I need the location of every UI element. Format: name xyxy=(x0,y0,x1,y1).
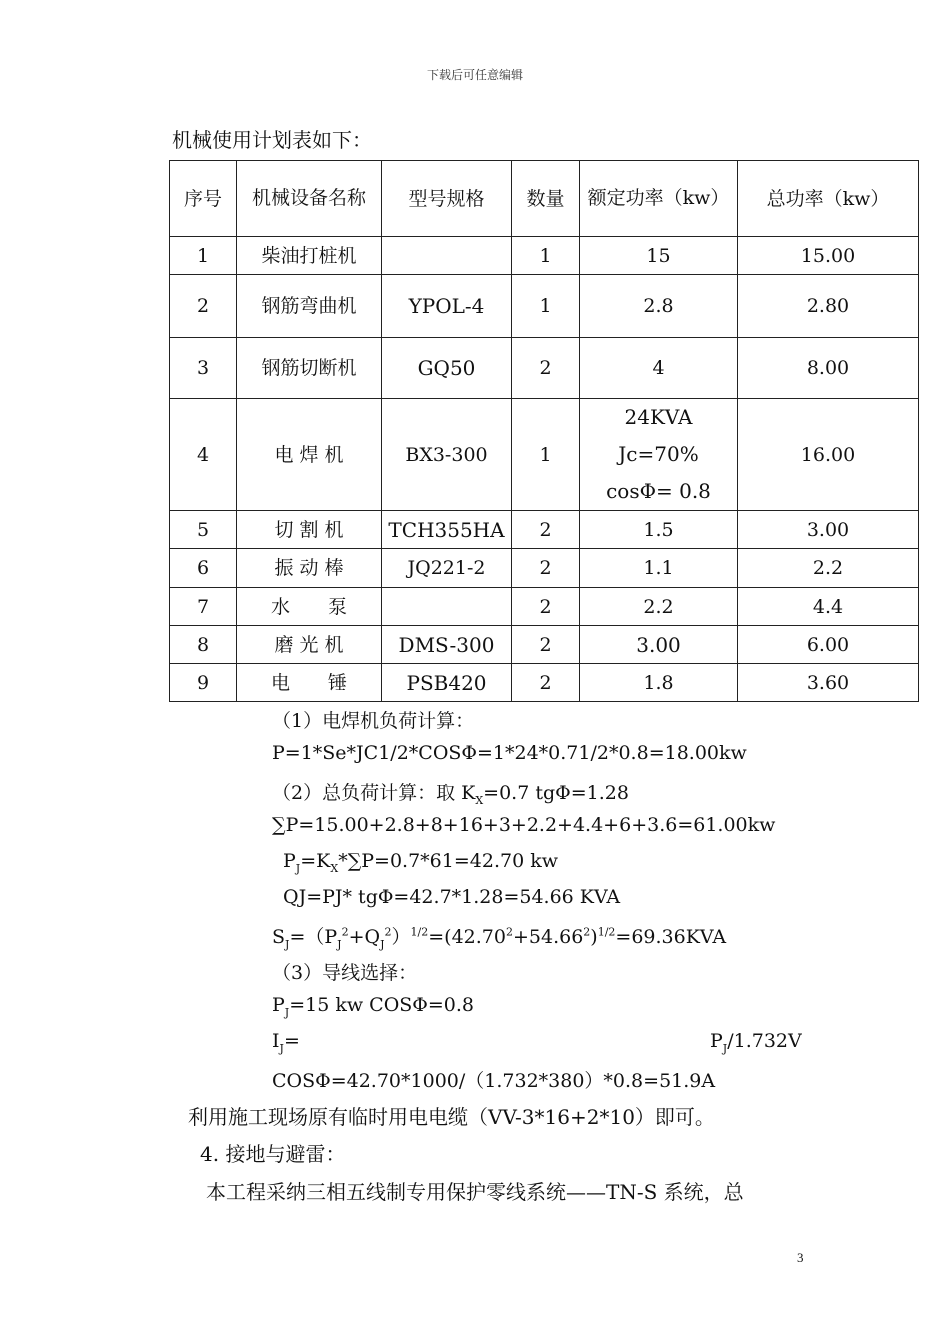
cell-rated: 4 xyxy=(580,338,738,399)
pj-formula: $P_J=K_X*\sum P=0.7*61=42.70$ kw xyxy=(283,850,558,875)
cell-name: 钢筋切断机 xyxy=(237,338,382,399)
cell-rated: 15 xyxy=(580,237,738,275)
cell-qty: 1 xyxy=(512,399,580,511)
cell-no: 6 xyxy=(170,549,237,588)
col-header-total-power: 总功率（kw） xyxy=(738,161,919,237)
cell-model: TCH355HA xyxy=(382,511,512,549)
cell-model xyxy=(382,588,512,626)
cell-total: 15.00 xyxy=(738,237,919,275)
table-row xyxy=(170,275,919,338)
cell-rated: 3.00 xyxy=(580,626,738,664)
sum-power-formula: ∑P=15.00+2.8+8+16+3+2.2+4.4+6+3.6=61.00kw xyxy=(272,814,776,836)
cell-total: 3.00 xyxy=(738,511,919,549)
cell-no: 2 xyxy=(170,275,237,338)
cell-no: 8 xyxy=(170,626,237,664)
section-2-title: （2）总负荷计算：取 $K_X=0.7$ tgΦ=1.28 xyxy=(272,782,629,807)
cell-model: JQ221-2 xyxy=(382,549,512,588)
cell-no: 9 xyxy=(170,664,237,702)
cell-no: 5 xyxy=(170,511,237,549)
cell-name: 电 锤 xyxy=(237,664,382,702)
table-header-row xyxy=(170,161,919,237)
cell-qty: 2 xyxy=(512,549,580,588)
section-3-title: （3）导线选择： xyxy=(272,962,418,984)
table-row xyxy=(170,626,919,664)
cell-no: 3 xyxy=(170,338,237,399)
cell-name: 电 焊 机 xyxy=(237,399,382,511)
col-header-name: 机械设备名称 xyxy=(237,161,382,237)
welder-load-formula: P=1*Se*JC1/2*COSΦ=1*24*0.71/2*0.8=18.00kw xyxy=(272,742,747,764)
page-header-note: 下载后可任意编辑 xyxy=(426,68,523,82)
cell-model: BX3-300 xyxy=(382,399,512,511)
cell-qty: 2 xyxy=(512,338,580,399)
cell-total: 4.4 xyxy=(738,588,919,626)
machinery-table xyxy=(169,160,919,702)
col-header-no: 序号 xyxy=(170,161,237,237)
cell-model: DMS-300 xyxy=(382,626,512,664)
cell-rated: 1.8 xyxy=(580,664,738,702)
cell-name: 水 泵 xyxy=(237,588,382,626)
cell-total: 2.2 xyxy=(738,549,919,588)
cell-rated: 2.2 xyxy=(580,588,738,626)
cell-name: 切 割 机 xyxy=(237,511,382,549)
grounding-paragraph: 本工程采纳三相五线制专用保护零线系统——TN-S 系统，总 xyxy=(206,1180,744,1204)
table-intro: 机械使用计划表如下： xyxy=(172,128,372,152)
cell-no: 7 xyxy=(170,588,237,626)
cell-model: YPOL-4 xyxy=(382,275,512,338)
table-row xyxy=(170,588,919,626)
qj-formula: QJ=PJ* tgΦ=42.7*1.28=54.66 KVA xyxy=(283,886,621,908)
cell-name: 磨 光 机 xyxy=(237,626,382,664)
table-row xyxy=(170,549,919,588)
cell-total: 2.80 xyxy=(738,275,919,338)
cell-model: PSB420 xyxy=(382,664,512,702)
table-row xyxy=(170,511,919,549)
cell-total: 8.00 xyxy=(738,338,919,399)
cell-total: 3.60 xyxy=(738,664,919,702)
col-header-qty: 数量 xyxy=(512,161,580,237)
cell-no: 1 xyxy=(170,237,237,275)
table-row xyxy=(170,399,919,511)
cell-rated: 24KVA Jc=70% cosΦ= 0.8 xyxy=(580,399,738,511)
cell-name: 钢筋弯曲机 xyxy=(237,275,382,338)
cell-rated: 1.5 xyxy=(580,511,738,549)
table-row xyxy=(170,664,919,702)
table-row xyxy=(170,237,919,275)
table-row xyxy=(170,338,919,399)
cell-total: 6.00 xyxy=(738,626,919,664)
section-1-title: （1）电焊机负荷计算： xyxy=(272,710,475,732)
cell-rated: 1.1 xyxy=(580,549,738,588)
cell-model xyxy=(382,237,512,275)
col-header-rated-power: 额定功率（kw） xyxy=(580,161,738,237)
cell-qty: 2 xyxy=(512,511,580,549)
col-header-model: 型号规格 xyxy=(382,161,512,237)
cell-model: GQ50 xyxy=(382,338,512,399)
cell-name: 振 动 棒 xyxy=(237,549,382,588)
cell-name: 柴油打桩机 xyxy=(237,237,382,275)
cell-qty: 2 xyxy=(512,588,580,626)
cell-no: 4 xyxy=(170,399,237,511)
cell-qty: 2 xyxy=(512,626,580,664)
sj-formula: $S_J=(P_J^2+Q_J^2)^{1/2}=(42.70^2+54.66^2)^{1/2}=69.36KVA$ xyxy=(272,925,727,951)
cell-total: 16.00 xyxy=(738,399,919,511)
section-4-heading: 4. 接地与避雷： xyxy=(200,1142,346,1166)
cell-qty: 1 xyxy=(512,275,580,338)
pj-cos-line: $P_J=15$ kw COSΦ=0.8 xyxy=(272,994,475,1019)
ij-formula-left: $I_J=$ xyxy=(272,1030,300,1055)
page-number: 3 xyxy=(797,1250,804,1265)
cell-rated: 2.8 xyxy=(580,275,738,338)
cable-conclusion: 利用施工现场原有临时用电电缆（VV-3*16+2*10）即可。 xyxy=(188,1105,715,1129)
current-result-line: COSΦ=42.70*1000/（1.732*380）*0.8=51.9A xyxy=(272,1070,716,1092)
cell-qty: 2 xyxy=(512,664,580,702)
ij-formula-right: $P_J/1.732V$ xyxy=(710,1030,802,1055)
cell-qty: 1 xyxy=(512,237,580,275)
